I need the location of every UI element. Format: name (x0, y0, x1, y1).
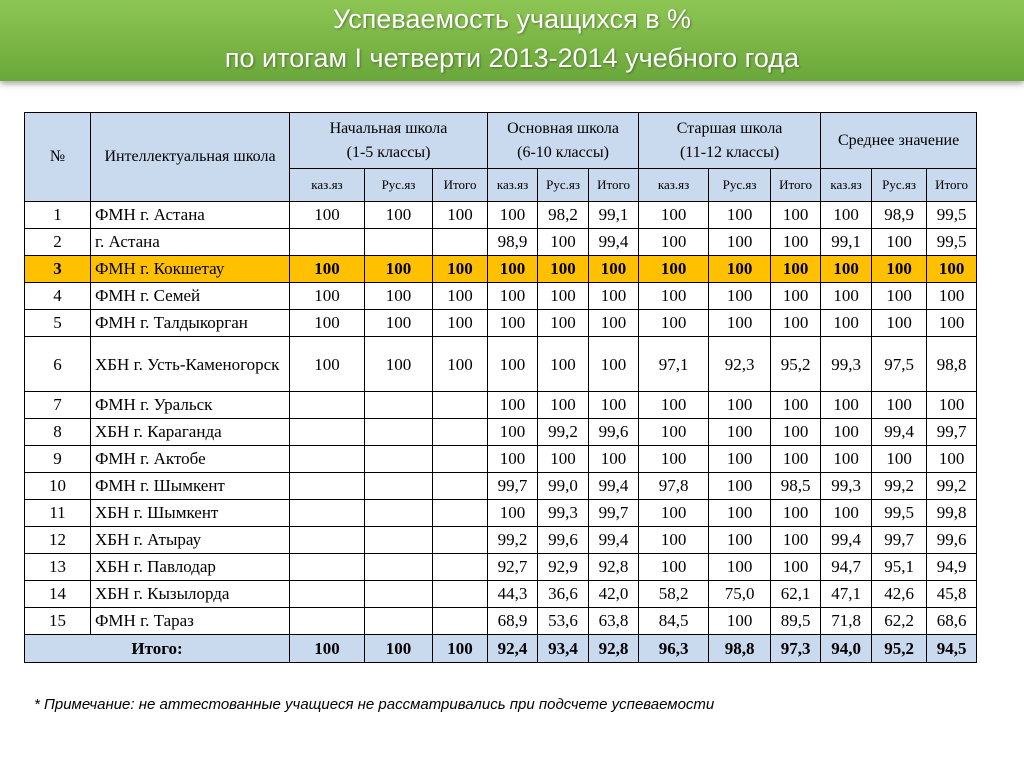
value-cell: 84,5 (639, 608, 709, 635)
value-cell: 99,2 (488, 527, 538, 554)
total-value-cell: 94,0 (821, 635, 872, 663)
value-cell: 100 (433, 283, 488, 310)
value-cell: 92,8 (589, 554, 639, 581)
value-cell: 100 (488, 500, 538, 527)
title-banner (0, 0, 1024, 81)
value-cell: 100 (290, 256, 365, 283)
value-cell: 100 (365, 202, 433, 229)
value-cell (433, 446, 488, 473)
value-cell: 100 (709, 310, 771, 337)
school-name: ХБН г. Усть-Каменогорск (91, 337, 290, 392)
subheader-cell: каз.яз (488, 169, 538, 202)
value-cell: 98,8 (927, 337, 977, 392)
total-value-cell: 94,5 (927, 635, 977, 663)
table-row (25, 608, 977, 635)
value-cell: 99,3 (821, 337, 872, 392)
school-name: ФМН г. Тараз (91, 608, 290, 635)
value-cell: 92,9 (538, 554, 589, 581)
value-cell: 99,2 (538, 419, 589, 446)
value-cell (290, 608, 365, 635)
value-cell: 99,1 (821, 229, 872, 256)
value-cell: 100 (538, 229, 589, 256)
value-cell (365, 229, 433, 256)
value-cell (290, 446, 365, 473)
value-cell: 100 (709, 202, 771, 229)
value-cell: 42,0 (589, 581, 639, 608)
value-cell: 100 (771, 202, 821, 229)
value-cell (433, 473, 488, 500)
value-cell: 99,4 (589, 229, 639, 256)
row-number: 12 (25, 527, 91, 554)
value-cell (290, 473, 365, 500)
subheader-cell: Рус.яз (365, 169, 433, 202)
value-cell: 100 (709, 500, 771, 527)
value-cell: 100 (927, 310, 977, 337)
header-group-sublabel: (11-12 классы) (679, 143, 780, 161)
header-group-sublabel: (1-5 классы) (346, 143, 431, 161)
value-cell: 99,5 (872, 500, 927, 527)
value-cell: 62,2 (872, 608, 927, 635)
row-number: 8 (25, 419, 91, 446)
total-value-cell: 100 (290, 635, 365, 663)
value-cell: 99,2 (927, 473, 977, 500)
footnote: * Примечание: не аттестованные учащиеся не рассматривались при подсчете успеваемости (34, 696, 715, 713)
row-number: 5 (25, 310, 91, 337)
value-cell: 100 (709, 229, 771, 256)
value-cell: 100 (589, 283, 639, 310)
table-row (25, 473, 977, 500)
value-cell: 100 (639, 419, 709, 446)
value-cell: 100 (709, 256, 771, 283)
value-cell: 99,7 (488, 473, 538, 500)
value-cell: 100 (821, 446, 872, 473)
value-cell (433, 500, 488, 527)
total-value-cell: 92,8 (589, 635, 639, 663)
value-cell: 99,0 (538, 473, 589, 500)
subheader-cell: Итого (433, 169, 488, 202)
value-cell: 100 (771, 500, 821, 527)
value-cell: 100 (771, 229, 821, 256)
value-cell: 100 (365, 256, 433, 283)
value-cell (433, 392, 488, 419)
value-cell: 99,8 (927, 500, 977, 527)
value-cell (290, 419, 365, 446)
value-cell: 100 (771, 446, 821, 473)
value-cell: 100 (927, 392, 977, 419)
value-cell: 62,1 (771, 581, 821, 608)
value-cell: 100 (771, 392, 821, 419)
value-cell: 100 (488, 202, 538, 229)
value-cell: 100 (927, 446, 977, 473)
value-cell: 100 (538, 310, 589, 337)
value-cell: 100 (488, 337, 538, 392)
table-row (25, 500, 977, 527)
value-cell: 99,4 (589, 527, 639, 554)
subheader-cell: каз.яз (290, 169, 365, 202)
value-cell: 99,1 (589, 202, 639, 229)
value-cell: 99,7 (872, 527, 927, 554)
school-name: ФМН г. Уральск (91, 392, 290, 419)
school-name: г. Астана (91, 229, 290, 256)
value-cell: 100 (639, 256, 709, 283)
school-name: ФМН г. Астана (91, 202, 290, 229)
table-row (25, 581, 977, 608)
table-row (25, 527, 977, 554)
value-cell: 100 (433, 202, 488, 229)
value-cell: 47,1 (821, 581, 872, 608)
value-cell: 100 (821, 202, 872, 229)
value-cell: 71,8 (821, 608, 872, 635)
value-cell: 58,2 (639, 581, 709, 608)
value-cell (290, 229, 365, 256)
row-number: 7 (25, 392, 91, 419)
school-name: ХБН г. Шымкент (91, 500, 290, 527)
row-number: 6 (25, 337, 91, 392)
value-cell: 100 (538, 337, 589, 392)
subheader-cell: каз.яз (821, 169, 872, 202)
value-cell: 100 (872, 310, 927, 337)
value-cell (290, 581, 365, 608)
value-cell: 100 (290, 283, 365, 310)
value-cell: 100 (589, 256, 639, 283)
value-cell: 100 (433, 337, 488, 392)
table-row (25, 337, 977, 392)
value-cell: 100 (488, 392, 538, 419)
value-cell: 63,8 (589, 608, 639, 635)
value-cell: 97,8 (639, 473, 709, 500)
value-cell: 100 (365, 310, 433, 337)
value-cell: 100 (927, 256, 977, 283)
value-cell: 98,2 (538, 202, 589, 229)
header-group-average (821, 113, 977, 169)
value-cell: 100 (538, 256, 589, 283)
row-number: 2 (25, 229, 91, 256)
value-cell: 100 (709, 419, 771, 446)
value-cell: 100 (639, 283, 709, 310)
total-value-cell: 100 (365, 635, 433, 663)
value-cell: 99,7 (927, 419, 977, 446)
value-cell: 53,6 (538, 608, 589, 635)
value-cell: 42,6 (872, 581, 927, 608)
value-cell: 100 (709, 608, 771, 635)
value-cell: 97,5 (872, 337, 927, 392)
school-name: ФМН г. Семей (91, 283, 290, 310)
value-cell: 100 (872, 229, 927, 256)
total-value-cell: 92,4 (488, 635, 538, 663)
value-cell: 100 (821, 500, 872, 527)
row-number: 13 (25, 554, 91, 581)
table-row (25, 310, 977, 337)
total-value-cell: 95,2 (872, 635, 927, 663)
value-cell: 100 (639, 202, 709, 229)
value-cell: 97,1 (639, 337, 709, 392)
value-cell: 100 (433, 310, 488, 337)
value-cell: 100 (639, 527, 709, 554)
row-number: 3 (25, 256, 91, 283)
value-cell: 100 (771, 256, 821, 283)
table-row (25, 229, 977, 256)
value-cell: 100 (589, 392, 639, 419)
header-group-label: Старшая школа (676, 119, 783, 137)
subheader-cell: каз.яз (639, 169, 709, 202)
row-number: 10 (25, 473, 91, 500)
value-cell (365, 581, 433, 608)
value-cell: 45,8 (927, 581, 977, 608)
value-cell: 100 (290, 310, 365, 337)
header-school: Интеллектуальная школа (91, 113, 290, 202)
table-row (25, 392, 977, 419)
value-cell: 100 (639, 500, 709, 527)
value-cell: 98,5 (771, 473, 821, 500)
value-cell (365, 446, 433, 473)
value-cell (290, 527, 365, 554)
value-cell (433, 581, 488, 608)
table-row (25, 256, 977, 283)
table-row (25, 446, 977, 473)
school-name: ХБН г. Караганда (91, 419, 290, 446)
school-name: ХБН г. Атырау (91, 527, 290, 554)
value-cell (365, 554, 433, 581)
value-cell: 100 (821, 283, 872, 310)
value-cell (365, 527, 433, 554)
value-cell: 100 (365, 283, 433, 310)
value-cell (290, 554, 365, 581)
value-cell (290, 392, 365, 419)
row-number: 15 (25, 608, 91, 635)
row-number: 4 (25, 283, 91, 310)
table-row (25, 419, 977, 446)
subheader-cell: Итого (927, 169, 977, 202)
value-cell: 68,9 (488, 608, 538, 635)
value-cell (365, 608, 433, 635)
value-cell: 99,3 (538, 500, 589, 527)
value-cell (433, 229, 488, 256)
value-cell: 100 (927, 283, 977, 310)
school-name: ФМН г. Шымкент (91, 473, 290, 500)
value-cell: 100 (290, 337, 365, 392)
table-row (25, 283, 977, 310)
value-cell: 99,6 (927, 527, 977, 554)
value-cell: 100 (589, 337, 639, 392)
value-cell: 99,2 (872, 473, 927, 500)
row-number: 11 (25, 500, 91, 527)
value-cell: 100 (709, 473, 771, 500)
value-cell: 44,3 (488, 581, 538, 608)
value-cell: 75,0 (709, 581, 771, 608)
value-cell: 99,4 (589, 473, 639, 500)
value-cell: 100 (709, 283, 771, 310)
value-cell: 98,9 (488, 229, 538, 256)
value-cell: 100 (872, 446, 927, 473)
value-cell: 100 (589, 310, 639, 337)
header-group-label: Начальная школа (329, 119, 448, 137)
value-cell: 100 (821, 392, 872, 419)
value-cell: 99,4 (821, 527, 872, 554)
row-number: 1 (25, 202, 91, 229)
total-row (25, 635, 977, 663)
total-value-cell: 93,4 (538, 635, 589, 663)
value-cell (365, 419, 433, 446)
total-value-cell: 100 (433, 635, 488, 663)
value-cell: 95,2 (771, 337, 821, 392)
subheader-cell: Рус.яз (538, 169, 589, 202)
value-cell: 100 (538, 283, 589, 310)
header-group-label: Среднее значение (837, 131, 960, 149)
header-group-sublabel: (6-10 классы) (517, 143, 609, 161)
subheader-cell: Итого (589, 169, 639, 202)
value-cell: 100 (709, 446, 771, 473)
value-cell (433, 608, 488, 635)
value-cell: 99,6 (589, 419, 639, 446)
value-cell: 100 (538, 392, 589, 419)
value-cell: 92,3 (709, 337, 771, 392)
value-cell: 100 (538, 446, 589, 473)
value-cell: 100 (709, 527, 771, 554)
value-cell: 36,6 (538, 581, 589, 608)
value-cell: 98,9 (872, 202, 927, 229)
value-cell: 99,3 (821, 473, 872, 500)
value-cell: 92,7 (488, 554, 538, 581)
value-cell: 100 (872, 392, 927, 419)
value-cell: 100 (771, 419, 821, 446)
value-cell: 68,6 (927, 608, 977, 635)
total-value-cell: 97,3 (771, 635, 821, 663)
subheader-cell: Итого (771, 169, 821, 202)
total-value-cell: 98,8 (709, 635, 771, 663)
value-cell: 100 (488, 446, 538, 473)
value-cell: 100 (488, 310, 538, 337)
table-row (25, 554, 977, 581)
value-cell: 99,5 (927, 229, 977, 256)
value-cell: 100 (872, 283, 927, 310)
value-cell: 100 (290, 202, 365, 229)
value-cell: 100 (709, 392, 771, 419)
row-number: 9 (25, 446, 91, 473)
total-label: Итого: (25, 635, 290, 663)
value-cell (365, 500, 433, 527)
value-cell (365, 392, 433, 419)
value-cell: 94,9 (927, 554, 977, 581)
page-title-line2: по итогам I четверти 2013-2014 учебного года (224, 43, 800, 73)
value-cell: 100 (589, 446, 639, 473)
value-cell: 100 (771, 283, 821, 310)
value-cell: 94,7 (821, 554, 872, 581)
value-cell (365, 473, 433, 500)
header-group-basic (488, 113, 639, 169)
value-cell: 100 (821, 256, 872, 283)
value-cell: 100 (771, 310, 821, 337)
value-cell: 100 (488, 283, 538, 310)
value-cell (433, 419, 488, 446)
value-cell: 100 (365, 337, 433, 392)
value-cell: 100 (639, 229, 709, 256)
header-number: № (25, 113, 91, 202)
school-name: ХБН г. Кызылорда (91, 581, 290, 608)
value-cell (433, 527, 488, 554)
value-cell: 99,7 (589, 500, 639, 527)
value-cell: 99,6 (538, 527, 589, 554)
value-cell: 99,5 (927, 202, 977, 229)
header-group-senior (639, 113, 821, 169)
value-cell (433, 554, 488, 581)
value-cell: 100 (488, 419, 538, 446)
value-cell: 100 (639, 446, 709, 473)
value-cell (290, 500, 365, 527)
value-cell: 100 (488, 256, 538, 283)
value-cell: 100 (771, 527, 821, 554)
header-group-label: Основная школа (507, 119, 620, 137)
school-name: ХБН г. Павлодар (91, 554, 290, 581)
value-cell: 100 (821, 310, 872, 337)
value-cell: 99,4 (872, 419, 927, 446)
value-cell: 95,1 (872, 554, 927, 581)
value-cell: 100 (639, 392, 709, 419)
value-cell: 89,5 (771, 608, 821, 635)
row-number: 14 (25, 581, 91, 608)
total-value-cell: 96,3 (639, 635, 709, 663)
subheader-cell: Рус.яз (872, 169, 927, 202)
school-name: ФМН г. Кокшетау (91, 256, 290, 283)
page-title-line1: Успеваемость учащихся в % (332, 4, 692, 34)
value-cell: 100 (872, 256, 927, 283)
value-cell: 100 (771, 554, 821, 581)
value-cell: 100 (639, 310, 709, 337)
value-cell: 100 (433, 256, 488, 283)
school-name: ФМН г. Талдыкорган (91, 310, 290, 337)
value-cell: 100 (639, 554, 709, 581)
table-row (25, 202, 977, 229)
school-name: ФМН г. Актобе (91, 446, 290, 473)
performance-table (24, 112, 977, 663)
subheader-cell: Рус.яз (709, 169, 771, 202)
header-group-primary (290, 113, 488, 169)
value-cell: 100 (821, 419, 872, 446)
value-cell: 100 (709, 554, 771, 581)
